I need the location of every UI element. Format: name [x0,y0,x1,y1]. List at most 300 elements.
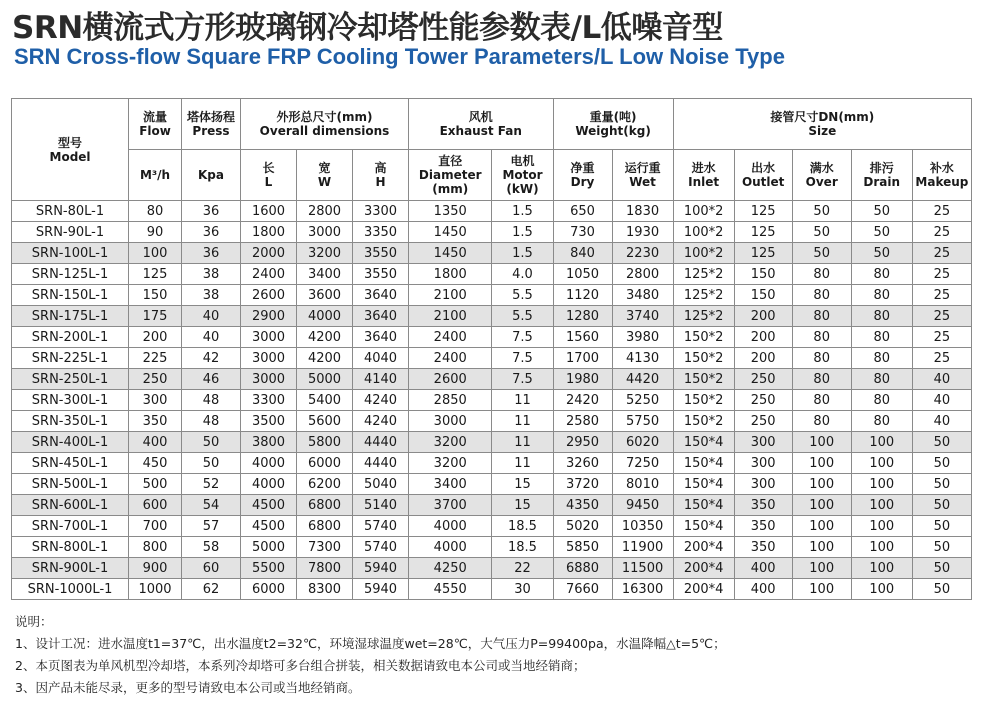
table-cell: 100 [792,453,851,474]
table-cell: 150*4 [673,432,734,453]
table-cell: 3800 [241,432,297,453]
table-cell: SRN-500L-1 [12,474,129,495]
table-cell: 5750 [612,411,673,432]
page-title-chinese: SRN横流式方形玻璃钢冷却塔性能参数表/L低噪音型 [12,10,723,46]
table-row [12,327,972,348]
table-cell: SRN-600L-1 [12,495,129,516]
table-cell: 3550 [352,243,408,264]
table-cell: 5000 [297,369,353,390]
table-cell: 5940 [352,579,408,600]
table-cell: 50 [912,453,971,474]
table-cell: 25 [912,243,971,264]
table-row [12,285,972,306]
table-cell: 1.5 [492,243,553,264]
table-row [12,390,972,411]
table-cell: 80 [851,348,912,369]
table-cell: 11500 [612,558,673,579]
table-cell: 3480 [612,285,673,306]
note-item-3: 3、因产品未能尽录，更多的型号请致电本公司或当地经销商。 [15,680,361,695]
table-cell: 2100 [408,285,491,306]
table-cell: 5600 [297,411,353,432]
table-cell: 50 [851,243,912,264]
table-cell: 6000 [297,453,353,474]
table-cell: 11 [492,411,553,432]
table-cell: 150*2 [673,327,734,348]
table-cell: 1120 [553,285,612,306]
table-cell: 100 [792,474,851,495]
table-row [12,201,972,222]
table-cell: 4040 [352,348,408,369]
table-cell: 80 [792,390,851,411]
table-cell: 5400 [297,390,353,411]
table-cell: 150*4 [673,495,734,516]
table-cell: 80 [792,327,851,348]
table-cell: 4000 [408,516,491,537]
table-cell: 25 [912,348,971,369]
table-cell: 15 [492,495,553,516]
table-cell: 100 [792,579,851,600]
table-cell: 125*2 [673,285,734,306]
table-cell: 42 [181,348,240,369]
table-cell: 54 [181,495,240,516]
table-cell: 6020 [612,432,673,453]
table-row [12,222,972,243]
table-cell: 5020 [553,516,612,537]
table-cell: 400 [734,558,792,579]
table-cell: 80 [851,306,912,327]
table-cell: 3500 [241,411,297,432]
table-cell: 840 [553,243,612,264]
table-cell: 125 [734,243,792,264]
header-flow-unit: M³/h [129,150,182,201]
table-cell: 3640 [352,327,408,348]
table-cell: 3300 [241,390,297,411]
table-cell: 150*2 [673,390,734,411]
table-cell: SRN-300L-1 [12,390,129,411]
table-cell: 1560 [553,327,612,348]
table-cell: 80 [792,264,851,285]
table-cell: 50 [851,222,912,243]
table-cell: 1600 [241,201,297,222]
table-cell: 100 [792,516,851,537]
table-cell: 150 [734,264,792,285]
table-cell: 3000 [241,348,297,369]
table-cell: 4240 [352,411,408,432]
table-cell: SRN-90L-1 [12,222,129,243]
table-cell: 3720 [553,474,612,495]
table-cell: 4000 [297,306,353,327]
table-row [12,579,972,600]
table-cell: 4420 [612,369,673,390]
table-cell: 5.5 [492,306,553,327]
table-cell: 1450 [408,222,491,243]
table-cell: 3700 [408,495,491,516]
table-cell: 7300 [297,537,353,558]
table-cell: 11 [492,432,553,453]
table-cell: 4550 [408,579,491,600]
table-cell: 350 [734,516,792,537]
table-cell: 7.5 [492,327,553,348]
table-cell: 2900 [241,306,297,327]
table-cell: 200 [129,327,182,348]
table-cell: 200 [734,306,792,327]
table-row [12,537,972,558]
table-cell: 175 [129,306,182,327]
table-cell: SRN-800L-1 [12,537,129,558]
table-cell: 50 [912,558,971,579]
header-length: 长 L [241,150,297,201]
table-cell: 2800 [612,264,673,285]
table-cell: 4500 [241,495,297,516]
table-cell: 5250 [612,390,673,411]
table-cell: 25 [912,264,971,285]
table-cell: 80 [851,369,912,390]
table-cell: 3300 [352,201,408,222]
table-cell: 38 [181,285,240,306]
table-cell: 7250 [612,453,673,474]
table-cell: 100 [792,537,851,558]
table-cell: 125 [129,264,182,285]
table-cell: 4.0 [492,264,553,285]
table-cell: 1.5 [492,222,553,243]
table-cell: 25 [912,327,971,348]
table-cell: 62 [181,579,240,600]
table-cell: 57 [181,516,240,537]
table-cell: 125 [734,201,792,222]
table-cell: 50 [912,474,971,495]
table-cell: 100*2 [673,222,734,243]
table-cell: 5140 [352,495,408,516]
table-row [12,558,972,579]
table-cell: 100 [851,432,912,453]
table-cell: SRN-125L-1 [12,264,129,285]
table-row [12,453,972,474]
table-cell: 7.5 [492,369,553,390]
table-cell: 80 [792,348,851,369]
table-cell: 350 [734,495,792,516]
table-cell: 36 [181,222,240,243]
table-cell: 650 [553,201,612,222]
table-cell: 11900 [612,537,673,558]
table-cell: 2600 [241,285,297,306]
table-cell: 200 [734,327,792,348]
header-weight: 重量(吨) Weight(kg) [553,99,673,150]
table-cell: 150*4 [673,474,734,495]
table-cell: 450 [129,453,182,474]
header-inlet: 进水 Inlet [673,150,734,201]
table-cell: 10350 [612,516,673,537]
table-cell: 5040 [352,474,408,495]
table-cell: 4200 [297,327,353,348]
table-row [12,369,972,390]
table-cell: 4350 [553,495,612,516]
table-cell: 200 [734,348,792,369]
table-cell: 300 [734,474,792,495]
table-cell: 100 [851,537,912,558]
table-cell: SRN-225L-1 [12,348,129,369]
table-cell: 2580 [553,411,612,432]
table-cell: 150 [129,285,182,306]
table-cell: 50 [792,201,851,222]
table-cell: 2600 [408,369,491,390]
table-cell: 3600 [297,285,353,306]
table-cell: 100 [851,558,912,579]
table-cell: 40 [181,327,240,348]
header-width: 宽 W [297,150,353,201]
table-row [12,348,972,369]
table-cell: 5000 [241,537,297,558]
table-cell: 6800 [297,495,353,516]
table-row [12,243,972,264]
table-cell: 50 [912,432,971,453]
table-cell: 7660 [553,579,612,600]
table-cell: 350 [734,537,792,558]
table-cell: 3000 [241,369,297,390]
notes-section [15,611,726,699]
table-cell: SRN-450L-1 [12,453,129,474]
table-cell: 15 [492,474,553,495]
table-cell: 100 [792,558,851,579]
table-cell: 150*2 [673,348,734,369]
table-cell: 4130 [612,348,673,369]
table-cell: SRN-350L-1 [12,411,129,432]
table-cell: 8300 [297,579,353,600]
table-cell: 50 [181,453,240,474]
table-cell: 11 [492,390,553,411]
header-makeup: 补水 Makeup [912,150,971,201]
table-cell: SRN-175L-1 [12,306,129,327]
table-cell: 4000 [241,474,297,495]
table-cell: 4200 [297,348,353,369]
table-cell: 2400 [408,348,491,369]
table-cell: 3200 [408,432,491,453]
table-cell: 150*2 [673,369,734,390]
table-cell: 100 [792,432,851,453]
header-exhaust-fan: 风机 Exhaust Fan [408,99,553,150]
table-cell: 3260 [553,453,612,474]
table-cell: 3400 [297,264,353,285]
table-cell: 58 [181,537,240,558]
table-cell: 200*4 [673,558,734,579]
table-cell: 80 [851,285,912,306]
header-height: 高 H [352,150,408,201]
table-cell: 730 [553,222,612,243]
table-cell: 36 [181,243,240,264]
table-cell: 3350 [352,222,408,243]
table-cell: 18.5 [492,537,553,558]
table-cell: 2230 [612,243,673,264]
table-cell: 4440 [352,453,408,474]
table-cell: 900 [129,558,182,579]
table-cell: 50 [792,243,851,264]
table-cell: 80 [851,327,912,348]
table-cell: 5800 [297,432,353,453]
table-cell: 90 [129,222,182,243]
table-cell: 150*2 [673,411,734,432]
table-cell: 8010 [612,474,673,495]
table-cell: 400 [734,579,792,600]
table-cell: 9450 [612,495,673,516]
table-cell: 200*4 [673,579,734,600]
table-cell: 3000 [408,411,491,432]
table-cell: 4250 [408,558,491,579]
table-cell: 100 [851,495,912,516]
table-cell: 7.5 [492,348,553,369]
table-cell: 80 [851,411,912,432]
table-cell: 500 [129,474,182,495]
table-cell: 6880 [553,558,612,579]
table-cell: 25 [912,285,971,306]
table-cell: 48 [181,390,240,411]
header-press: 塔体扬程 Press [181,99,240,150]
table-cell: 3400 [408,474,491,495]
table-cell: 48 [181,411,240,432]
table-cell: 80 [851,390,912,411]
table-cell: SRN-100L-1 [12,243,129,264]
table-cell: 80 [129,201,182,222]
header-wet-weight: 运行重 Wet [612,150,673,201]
table-row [12,411,972,432]
table-cell: SRN-900L-1 [12,558,129,579]
note-item-1: 1、设计工况：进水温度t1=37℃，出水温度t2=32℃，环境湿球温度wet=28℃，大气压力P=99400pa，水温降幅△t=5℃； [15,636,726,651]
table-cell: 2000 [241,243,297,264]
table-cell: 1980 [553,369,612,390]
table-cell: 4000 [241,453,297,474]
table-row [12,432,972,453]
table-cell: 52 [181,474,240,495]
table-cell: 300 [129,390,182,411]
table-cell: 250 [129,369,182,390]
parameters-table [11,98,972,600]
table-row [12,516,972,537]
table-cell: 6000 [241,579,297,600]
table-cell: 3980 [612,327,673,348]
table-cell: 40 [912,369,971,390]
header-model: 型号 Model [12,99,129,201]
table-cell: 40 [181,306,240,327]
header-fan-motor: 电机 Motor (kW) [492,150,553,201]
table-cell: SRN-200L-1 [12,327,129,348]
table-cell: 50 [912,495,971,516]
table-cell: 80 [792,411,851,432]
table-cell: 700 [129,516,182,537]
table-cell: 50 [181,432,240,453]
table-cell: 100*2 [673,243,734,264]
table-cell: 7800 [297,558,353,579]
table-cell: 50 [792,222,851,243]
table-cell: 25 [912,306,971,327]
table-cell: 2950 [553,432,612,453]
table-cell: 80 [792,369,851,390]
table-cell: 6200 [297,474,353,495]
table-cell: 5740 [352,537,408,558]
table-cell: 4440 [352,432,408,453]
table-cell: 4240 [352,390,408,411]
table-cell: 2400 [241,264,297,285]
page-title-english: SRN Cross-flow Square FRP Cooling Tower Parameters/L Low Noise Type [14,44,785,69]
table-cell: 1450 [408,243,491,264]
table-cell: 250 [734,411,792,432]
table-cell: 400 [129,432,182,453]
table-cell: 30 [492,579,553,600]
table-cell: 3200 [297,243,353,264]
table-body [12,201,972,600]
table-cell: 150*4 [673,453,734,474]
table-cell: 3550 [352,264,408,285]
table-cell: 22 [492,558,553,579]
table-cell: 11 [492,453,553,474]
table-cell: 25 [912,222,971,243]
table-cell: 3200 [408,453,491,474]
table-cell: 600 [129,495,182,516]
table-cell: 5850 [553,537,612,558]
table-cell: 1350 [408,201,491,222]
table-cell: 50 [912,579,971,600]
table-cell: 4140 [352,369,408,390]
table-cell: 60 [181,558,240,579]
table-cell: 1000 [129,579,182,600]
table-cell: 80 [792,306,851,327]
header-outlet: 出水 Outlet [734,150,792,201]
table-cell: 350 [129,411,182,432]
table-cell: 1280 [553,306,612,327]
table-cell: 3000 [241,327,297,348]
table-cell: 50 [912,537,971,558]
table-cell: 18.5 [492,516,553,537]
table-cell: 100 [851,516,912,537]
table-cell: 2420 [553,390,612,411]
table-cell: 40 [912,411,971,432]
table-cell: 3740 [612,306,673,327]
table-cell: 46 [181,369,240,390]
header-press-unit: Kpa [181,150,240,201]
table-cell: 125*2 [673,306,734,327]
table-cell: 100 [851,474,912,495]
table-cell: 6800 [297,516,353,537]
table-cell: SRN-150L-1 [12,285,129,306]
header-flow: 流量 Flow [129,99,182,150]
table-cell: 100 [851,579,912,600]
table-row [12,474,972,495]
table-cell: SRN-250L-1 [12,369,129,390]
table-cell: 16300 [612,579,673,600]
table-cell: 2400 [408,327,491,348]
table-cell: 3640 [352,285,408,306]
table-cell: 1800 [241,222,297,243]
note-item-2: 2、本页图表为单风机型冷却塔，本系列冷却塔可多台组合拼装，相关数据请致电本公司或当地经销商； [15,658,586,673]
table-cell: SRN-400L-1 [12,432,129,453]
table-cell: 2100 [408,306,491,327]
notes-heading: 说明： [15,614,53,629]
header-fan-diameter: 直径 Diameter (mm) [408,150,491,201]
table-cell: 200*4 [673,537,734,558]
table-cell: 100 [851,453,912,474]
table-cell: 40 [912,390,971,411]
table-cell: 50 [912,516,971,537]
table-cell: 80 [851,264,912,285]
table-cell: 1050 [553,264,612,285]
table-cell: 3000 [297,222,353,243]
table-cell: 250 [734,369,792,390]
table-cell: 5500 [241,558,297,579]
table-cell: 3640 [352,306,408,327]
header-pipe-size: 接管尺寸DN(mm) Size [673,99,971,150]
table-cell: 5740 [352,516,408,537]
table-cell: 150 [734,285,792,306]
table-cell: 150*4 [673,516,734,537]
table-cell: 100 [129,243,182,264]
table-cell: 225 [129,348,182,369]
